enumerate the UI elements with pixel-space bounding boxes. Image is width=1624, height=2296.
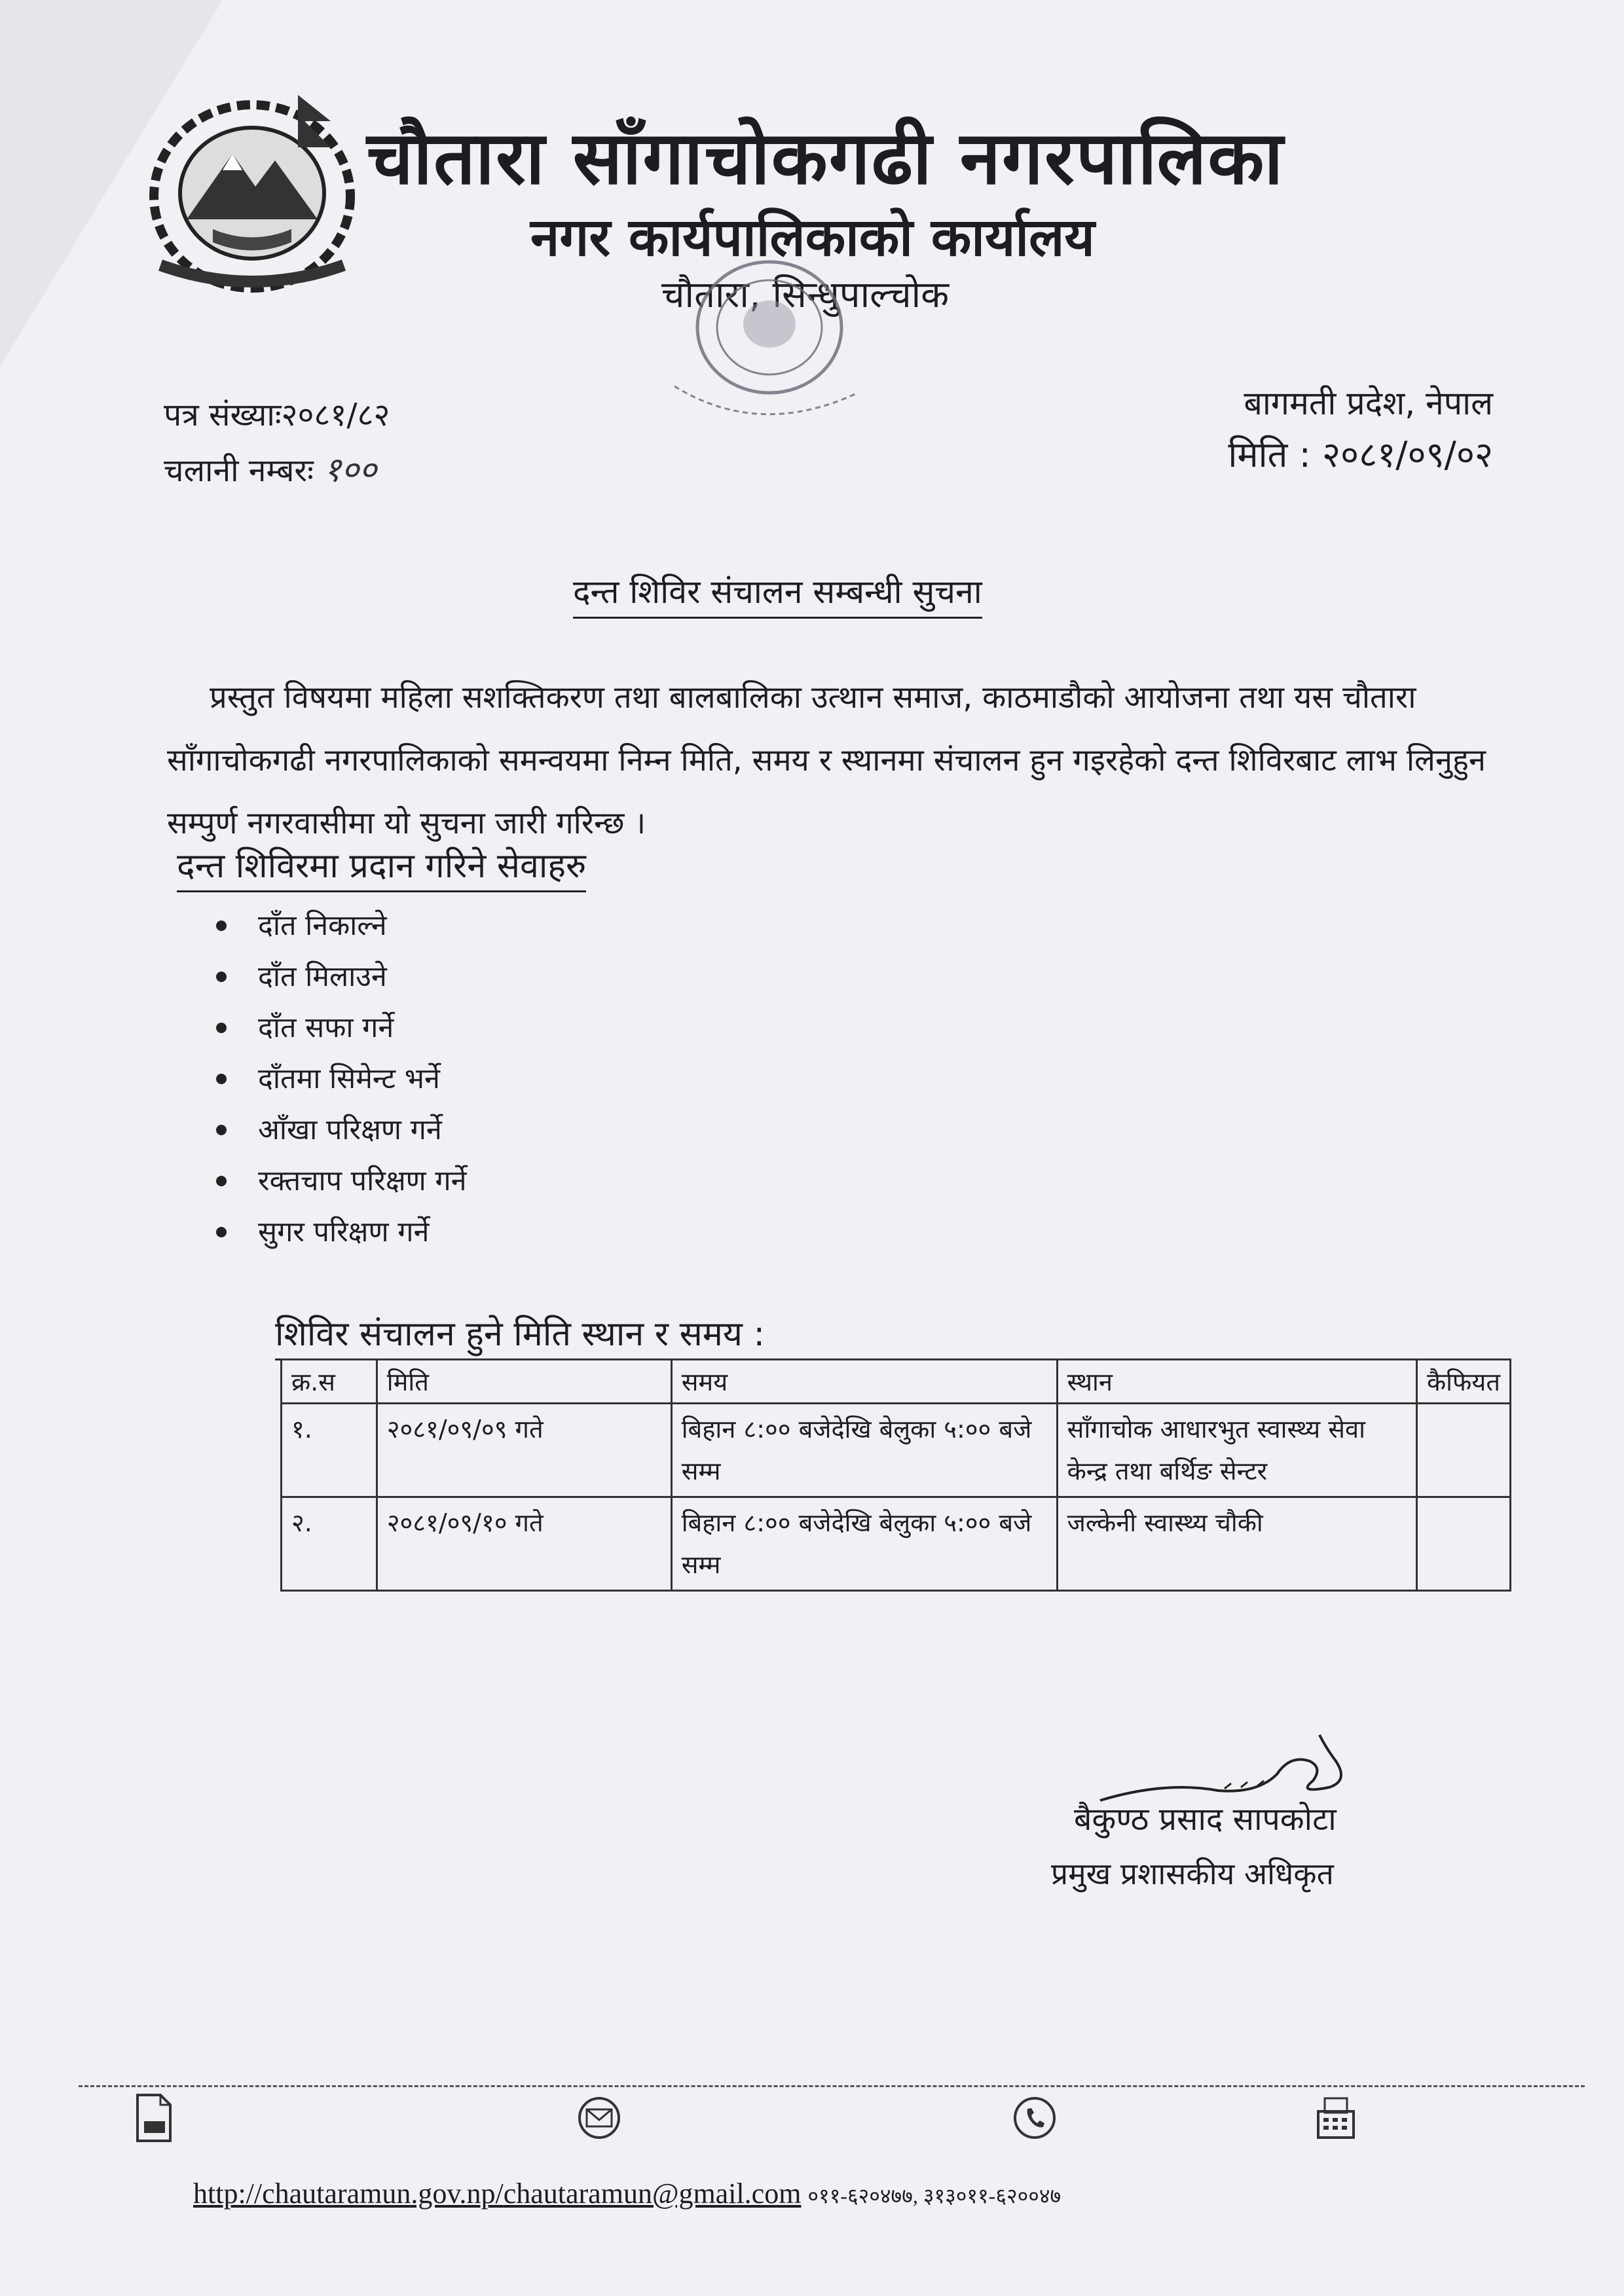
phone-icon — [1012, 2092, 1058, 2144]
col-place: स्थान — [1057, 1360, 1416, 1404]
cell-sn: १. — [282, 1404, 377, 1497]
cell-date: २०८१/०९/१० गते — [377, 1497, 671, 1591]
col-remarks: कैफियत — [1416, 1360, 1510, 1404]
services-list — [216, 900, 467, 1258]
municipality-title: चौतारा साँगाचोकगढी नगरपालिका — [367, 116, 1285, 201]
cell-date: २०८१/०९/०९ गते — [377, 1404, 671, 1497]
services-heading: दन्त शिविरमा प्रदान गरिने सेवाहरु — [177, 841, 586, 892]
table-row — [282, 1404, 1511, 1497]
list-item: रक्तचाप परिक्षण गर्ने — [216, 1156, 467, 1207]
signatory-name: बैकुण्ठ प्रसाद सापकोटा — [1074, 1801, 1337, 1838]
table-row — [282, 1497, 1511, 1591]
fax-icon — [1313, 2092, 1359, 2144]
list-item: दाँत निकाल्ने — [216, 900, 467, 951]
schedule-heading: शिविर संचालन हुने मिति स्थान र समय : — [275, 1309, 765, 1360]
letter-date: मिति : २०८१/०९/०२ — [1228, 434, 1493, 475]
list-item: दाँत सफा गर्ने — [216, 1002, 467, 1053]
office-location: चौतारा, सिन्धुपाल्चोक — [661, 274, 950, 316]
list-item: दाँतमा सिमेन्ट भर्ने — [216, 1053, 467, 1104]
email-link[interactable]: chautaramun@gmail.com — [503, 2178, 802, 2210]
email-icon — [576, 2092, 622, 2144]
col-date: मिति — [377, 1360, 671, 1404]
list-item: सुगर परिक्षण गर्ने — [216, 1207, 467, 1258]
document-icon — [131, 2092, 177, 2144]
cell-place: साँगाचोक आधारभुत स्वास्थ्य सेवा केन्द्र तथा बर्थिङ सेन्टर — [1057, 1404, 1416, 1497]
nepal-emblem-icon — [134, 82, 370, 298]
office-name: नगर कार्यपालिकाको कार्यालय — [530, 207, 1095, 268]
col-time: समय — [671, 1360, 1057, 1404]
schedule-table — [280, 1358, 1511, 1592]
cell-time: बिहान ८:०० बजेदेखि बेलुका ५:०० बजे सम्म — [671, 1404, 1057, 1497]
list-item: दाँत मिलाउने — [216, 951, 467, 1002]
table-header-row — [282, 1360, 1511, 1404]
list-item: आँखा परिक्षण गर्ने — [216, 1104, 467, 1156]
footer-contact — [193, 2177, 1061, 2210]
office-seal — [648, 236, 884, 452]
province: बागमती प्रदेश, नेपाल — [1244, 384, 1493, 422]
notice-body: प्रस्तुत विषयमा महिला सशक्तिकरण तथा बालबालिका उत्थान समाज, काठमाडौको आयोजना तथा यस चौतारा साँगाचोकगढी नगरपालिकाको समन्वयमा निम्न मिति, समय र स्थानमा संचालन हुन गइरहेको दन्त शिविरबाट लाभ लिनुहुन सम्पुर्ण नगरवासीमा यो सुचना जारी गरिन्छ । — [167, 680, 1486, 841]
website-link[interactable]: http://chautaramun.gov.np/ — [193, 2178, 504, 2210]
phone-numbers: ०११-६२०४७७, ३१३०११-६२००४७ — [807, 2184, 1061, 2208]
cell-time: बिहान ८:०० बजेदेखि बेलुका ५:०० बजे सम्म — [671, 1497, 1057, 1591]
footer-divider — [79, 2085, 1585, 2087]
cell-remarks — [1416, 1404, 1510, 1497]
notice-subject: दन्त शिविर संचालन सम्बन्धी सुचना — [573, 568, 982, 619]
cell-remarks — [1416, 1497, 1510, 1591]
signatory-designation: प्रमुख प्रशासकीय अधिकृत — [1051, 1856, 1334, 1891]
dispatch-number: चलानी नम्बरः १०० — [164, 450, 377, 490]
col-sn: क्र.स — [282, 1360, 377, 1404]
cell-sn: २. — [282, 1497, 377, 1591]
cell-place: जल्केनी स्वास्थ्य चौकी — [1057, 1497, 1416, 1591]
letter-number: पत्र संख्याः२०८१/८२ — [164, 397, 390, 433]
